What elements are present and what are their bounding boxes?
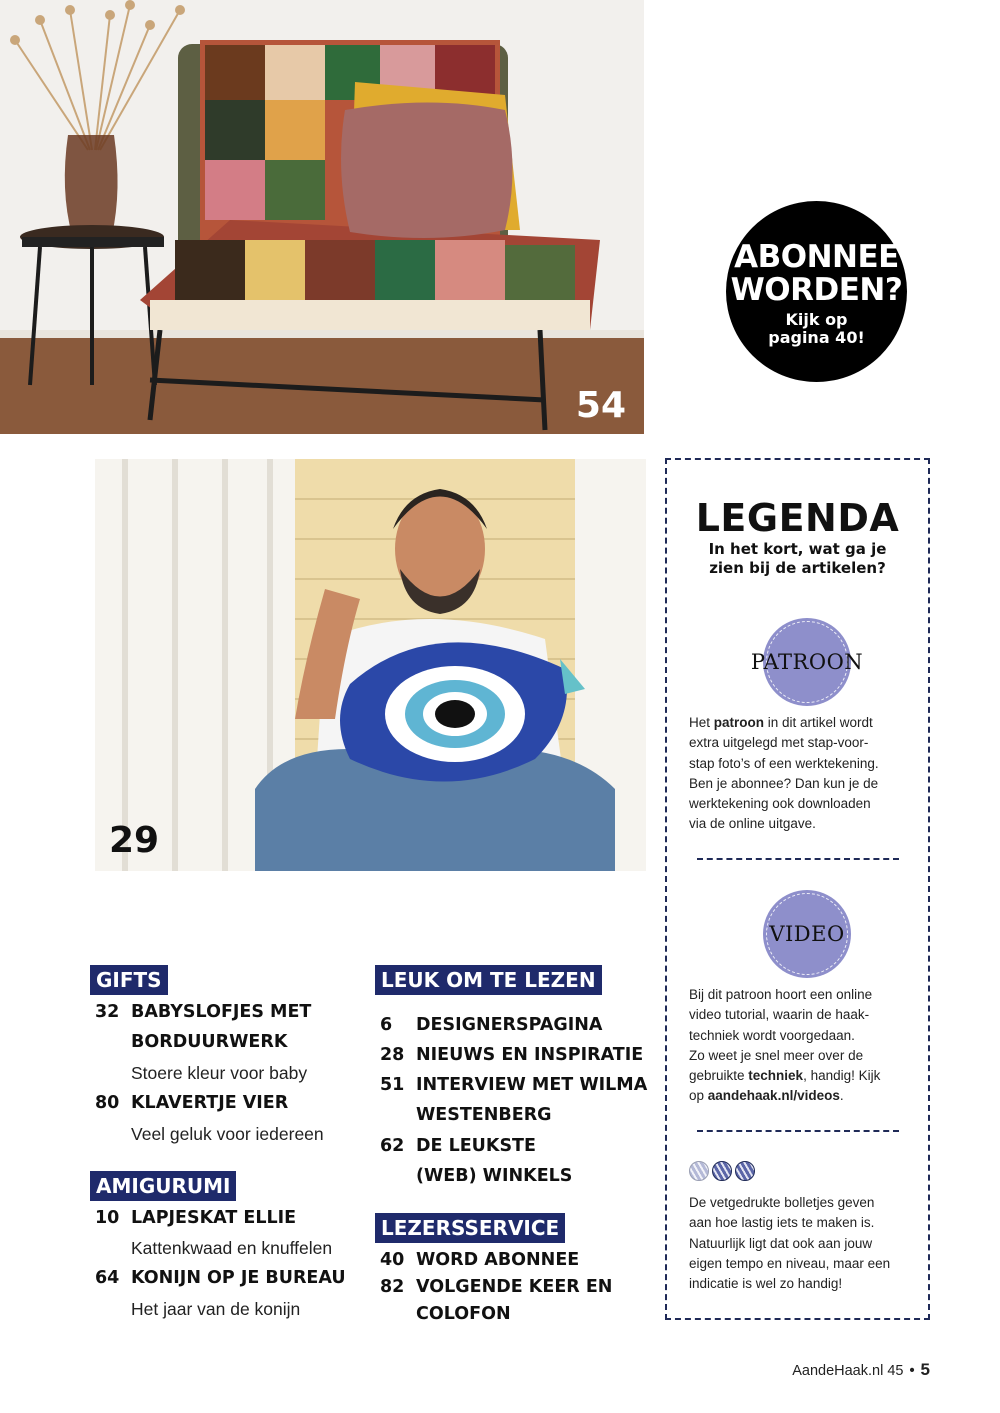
- footer-site: AandeHaak.nl 45: [792, 1363, 904, 1379]
- patroon-description: [689, 713, 911, 835]
- video-link[interactable]: aandehaak.nl/videos: [707, 1088, 840, 1104]
- toc-page-number: 62: [380, 1136, 405, 1156]
- patroon-text-line: stap foto’s of een werktekening.: [689, 755, 879, 771]
- toc-page-number: 32: [95, 1002, 120, 1022]
- patroon-text-line: Ben je abonnee? Dan kun je de: [689, 775, 879, 791]
- patroon-text-bold: patroon: [713, 715, 765, 730]
- video-text-line: Zo weet je snel meer over de: [689, 1047, 864, 1063]
- video-icon: [763, 890, 851, 978]
- toc-item-title[interactable]: DESIGNERSPAGINA: [416, 1015, 603, 1035]
- video-text-part: , handig! Kijk: [803, 1068, 881, 1084]
- difficulty-text-line: De vetgedrukte bolletjes geven: [689, 1195, 875, 1210]
- toc-item-title[interactable]: LAPJESKAT ELLIE: [131, 1208, 297, 1228]
- blanket-chair-photo: [0, 0, 644, 434]
- yarn-ball-icon: [712, 1161, 732, 1181]
- toc-item-description: Veel geluk voor iedereen: [131, 1124, 324, 1144]
- toc-item-description: Het jaar van de konijn: [131, 1299, 301, 1319]
- toc-item-title[interactable]: COLOFON: [416, 1304, 511, 1324]
- legend-divider: [697, 858, 899, 860]
- toc-item-title[interactable]: NIEUWS EN INSPIRATIE: [416, 1045, 644, 1065]
- legend-subtitle: [687, 540, 908, 578]
- video-text-part: .: [839, 1088, 844, 1104]
- video-text-part: op: [689, 1088, 708, 1104]
- toc-item-title[interactable]: INTERVIEW MET WILMA: [416, 1075, 648, 1095]
- toc-item-title[interactable]: BABYSLOFJES MET: [131, 1002, 312, 1022]
- badge-line-3: Kijk op: [785, 310, 848, 329]
- legend-subtitle-line-1: In het kort, wat ga je: [708, 540, 887, 558]
- footer-separator: •: [909, 1363, 915, 1379]
- toc-item-title[interactable]: BORDUURWERK: [131, 1032, 288, 1052]
- toc-item-description: Kattenkwaad en knuffelen: [131, 1238, 333, 1258]
- page-number: 5: [920, 1360, 930, 1379]
- patroon-text-line: extra uitgelegd met stap-voor-: [689, 735, 869, 751]
- page-footer: [792, 1360, 930, 1380]
- toc-item-title[interactable]: DE LEUKSTE: [416, 1136, 536, 1156]
- page-reference-middle: 29: [109, 820, 160, 861]
- video-description: [689, 985, 911, 1107]
- difficulty-text-line: aan hoe lastig iets te maken is.: [689, 1215, 875, 1231]
- toc-page-number: 51: [380, 1075, 405, 1095]
- video-text-bold: techniek: [748, 1068, 804, 1084]
- toc-page-number: 28: [380, 1045, 405, 1065]
- patroon-text-part: in dit artikel wordt: [764, 715, 873, 730]
- section-heading-lezersservice: LEZERSSERVICE: [375, 1213, 565, 1243]
- toc-page-number: 82: [380, 1277, 405, 1297]
- difficulty-text-line: Natuurlijk ligt dat ook aan jouw: [689, 1235, 873, 1251]
- yarn-ball-icon: [689, 1161, 709, 1181]
- legend-title: LEGENDA: [695, 496, 900, 540]
- video-text-part: gebruikte: [689, 1068, 749, 1084]
- subscribe-badge[interactable]: [726, 201, 907, 382]
- patroon-label: PATROON: [750, 650, 864, 674]
- video-text-line: Bij dit patroon hoort een online: [689, 987, 873, 1002]
- toc-item-title[interactable]: WESTENBERG: [416, 1105, 552, 1125]
- patroon-icon: [750, 618, 864, 706]
- toc-item-title[interactable]: KONIJN OP JE BUREAU: [131, 1268, 346, 1288]
- video-text-line: techniek wordt voorgedaan.: [689, 1027, 855, 1043]
- badge-line-1: ABONNEE: [734, 239, 899, 275]
- legend-divider: [697, 1130, 899, 1132]
- toc-page-number: 64: [95, 1268, 120, 1288]
- toc-page-number: 6: [380, 1015, 393, 1035]
- badge-line-4: pagina 40!: [768, 328, 865, 347]
- difficulty-description: [689, 1193, 911, 1294]
- blanket-chair-illustration: [0, 0, 644, 434]
- toc-item-description: Stoere kleur voor baby: [131, 1063, 308, 1083]
- toc-item-title[interactable]: KLAVERTJE VIER: [131, 1093, 289, 1113]
- patroon-text-line: via de online uitgave.: [689, 816, 816, 832]
- legend-box: [665, 458, 930, 1320]
- section-heading-leuk-om-te-lezen: LEUK OM TE LEZEN: [375, 965, 602, 995]
- badge-line-2: WORDEN?: [730, 272, 903, 308]
- difficulty-text-line: indicatie is wel zo handig!: [689, 1276, 843, 1292]
- toc-item-title[interactable]: (WEB) WINKELS: [416, 1166, 573, 1186]
- designer-illustration: [95, 459, 646, 871]
- difficulty-text-line: eigen tempo en niveau, maar een: [689, 1255, 891, 1271]
- yarn-ball-icon: [735, 1161, 755, 1181]
- video-text-line: video tutorial, waarin de haak-: [689, 1007, 870, 1023]
- page-reference-top: 54: [575, 385, 626, 426]
- toc-item-title[interactable]: WORD ABONNEE: [416, 1250, 580, 1270]
- toc-page-number: 80: [95, 1093, 120, 1113]
- section-heading-gifts: GIFTS: [90, 965, 168, 995]
- toc-page-number: 40: [380, 1250, 405, 1270]
- video-label: VIDEO: [769, 922, 845, 946]
- toc-item-title[interactable]: VOLGENDE KEER EN: [416, 1277, 613, 1297]
- toc-page-number: 10: [95, 1208, 120, 1228]
- difficulty-icons: [689, 1161, 755, 1181]
- designer-photo: [95, 459, 646, 871]
- legend-subtitle-line-2: zien bij de artikelen?: [709, 559, 886, 577]
- patroon-text-line: werktekening ook downloaden: [689, 796, 871, 812]
- patroon-text-part: Het: [689, 715, 714, 730]
- section-heading-amigurumi: AMIGURUMI: [90, 1171, 236, 1201]
